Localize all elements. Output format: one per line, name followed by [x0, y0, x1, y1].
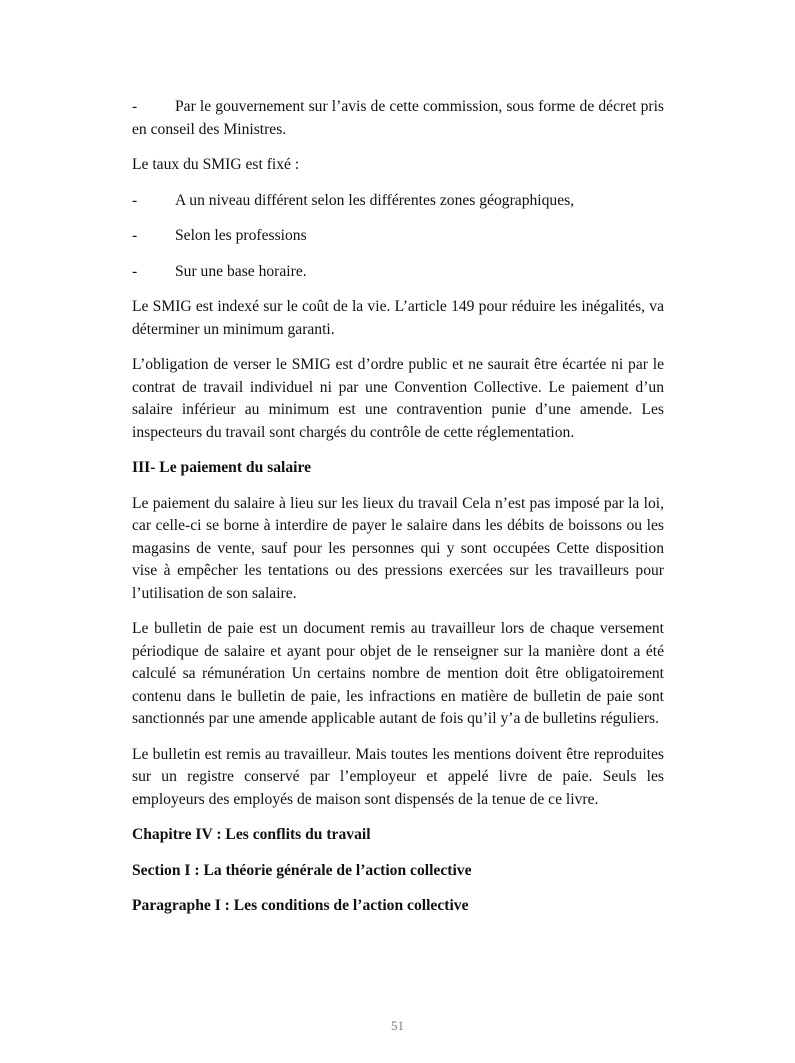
list-item	[132, 225, 664, 248]
paragraph-obligation: L’obligation de verser le SMIG est d’ordre public et ne saurait être écartée ni par le contrat de travail individuel ni par une Convention Collective. Le paiement d’un salaire inférieur au minimum est une contravention punie d’une amende. Les inspecteurs du travail sont chargés du contrôle de cette réglementation.	[132, 356, 664, 441]
intro-bullet	[132, 96, 664, 141]
heading-payment: III- Le paiement du salaire	[132, 459, 312, 476]
list-item	[132, 190, 664, 213]
paragraph-payment-place: Le paiement du salaire à lieu sur les lieux du travail Cela n’est pas imposé par la loi, car celle-ci se borne à interdire de payer le salaire dans les débits de boissons ou les magasins de vente, sauf pour les personnes qui y sont occupées Cette disposition vise à empêcher les tentations ou des pressions exercées sur les travailleurs pour l’utilisation de son salaire.	[132, 494, 664, 602]
smig-fixed-lead: Le taux du SMIG est fixé :	[132, 156, 300, 173]
bullet-dash: -	[132, 262, 138, 280]
heading-paragraph: Paragraphe I : Les conditions de l’action collective	[132, 897, 469, 914]
page-number: 51	[391, 1018, 404, 1033]
bullet-dash: -	[132, 191, 138, 209]
list-item	[132, 261, 664, 284]
heading-chapter: Chapitre IV : Les conflits du travail	[132, 826, 371, 843]
paragraph-bulletin: Le bulletin de paie est un document remis au travailleur lors de chaque versement périodique de salaire et ayant pour objet de le renseigner sur la manière dont a été calculé sa rémunération Un certains nombre de mention doit être obligatoirement contenu dans le bulletin de paie, les infractions en matière de bulletin de paie sont sanctionnés par une amende applicable autant de fois qu’il y’a de bulletins réguliers.	[132, 620, 664, 727]
heading-section: Section I : La théorie générale de l’action collective	[132, 861, 472, 879]
intro-bullet-text: Par le gouvernement sur l’avis de cette commission, sous forme de décret pris en conseil des Ministres.	[132, 98, 664, 138]
list-item-text: A un niveau différent selon les différentes zones géographiques,	[175, 191, 575, 209]
bullet-dash: -	[132, 227, 138, 244]
paragraph-register: Le bulletin est remis au travailleur. Mais toutes les mentions doivent être reproduites sur un registre conservé par l’employeur et appelé livre de paie. Seuls les employeurs des employés de maison sont dispensés de la tenue de ce livre.	[132, 745, 664, 808]
bullet-dash: -	[132, 98, 138, 115]
paragraph-indexation: Le SMIG est indexé sur le coût de la vie. L’article 149 pour réduire les inégalités, va déterminer un minimum garanti.	[132, 298, 664, 338]
document-page	[132, 96, 664, 931]
list-item-text: Sur une base horaire.	[175, 262, 307, 280]
list-item-text: Selon les professions	[175, 227, 307, 244]
